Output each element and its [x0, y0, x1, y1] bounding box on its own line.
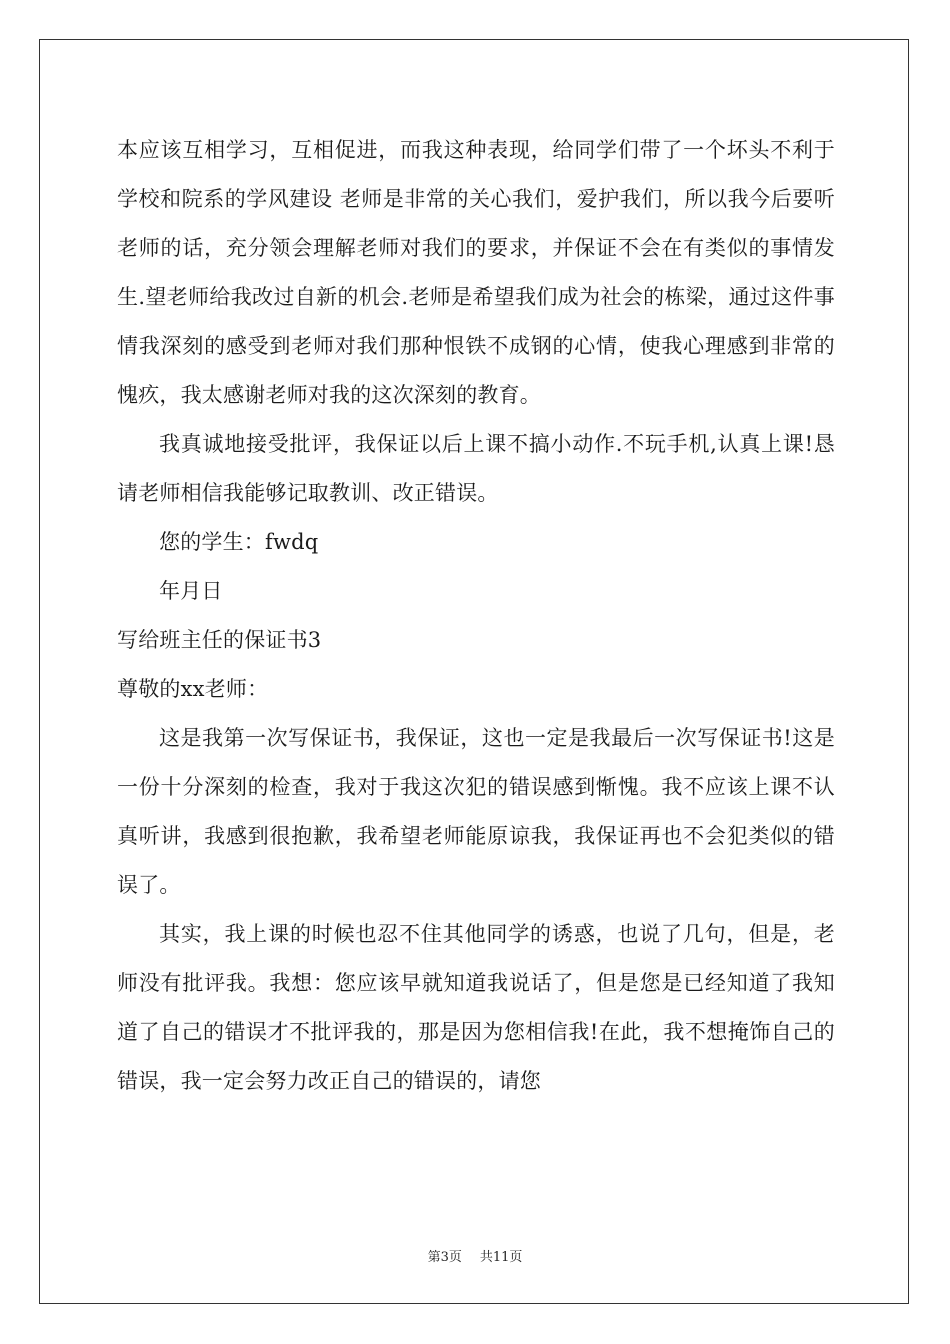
paragraph: 我真诚地接受批评，我保证以后上课不搞小动作.不玩手机,认真上课!恳请老师相信我能够记取教训、改正错误。 — [117, 432, 835, 505]
paragraph: 本应该互相学习，互相促进，而我这种表现，给同学们带了一个坏头不利于学校和院系的学风建设 老师是非常的关心我们，爱护我们，所以我今后要听老师的话，充分领会理解老师对我们的要求，并保证不会在有类似的事情发生.望老师给我改过自新的机会.老师是希望我们成为社会的栋梁，通过这件事情我深刻的感受到老师对我们那种恨铁不成钢的心情，使我心理感到非常的愧疚，我太感谢老师对我的这次深刻的教育。 — [117, 138, 835, 407]
signature-line: 您的学生：fwdq — [159, 530, 319, 554]
paragraph: 这是我第一次写保证书，我保证，这也一定是我最后一次写保证书!这是一份十分深刻的检查，我对于我这次犯的错误感到惭愧。我不应该上课不认真听讲，我感到很抱歉，我希望老师能原谅我，我保证再也不会犯类似的错误了。 — [117, 726, 835, 897]
page-number: 第3页 — [427, 1250, 462, 1265]
date-line: 年月日 — [159, 579, 223, 603]
section-title: 写给班主任的保证书3 — [117, 628, 322, 652]
salutation: 尊敬的xx老师： — [117, 677, 269, 701]
document-body — [117, 126, 835, 1106]
paragraph: 其实，我上课的时候也忍不住其他同学的诱惑，也说了几句，但是，老师没有批评我。我想：您应该早就知道我说话了，但是您是已经知道了我知道了自己的错误才不批评我的，那是因为您相信我!在此，我不想掩饰自己的错误，我一定会努力改正自己的错误的，请您 — [117, 922, 835, 1093]
page-total: 共11页 — [479, 1250, 523, 1265]
page-footer — [0, 1246, 950, 1265]
